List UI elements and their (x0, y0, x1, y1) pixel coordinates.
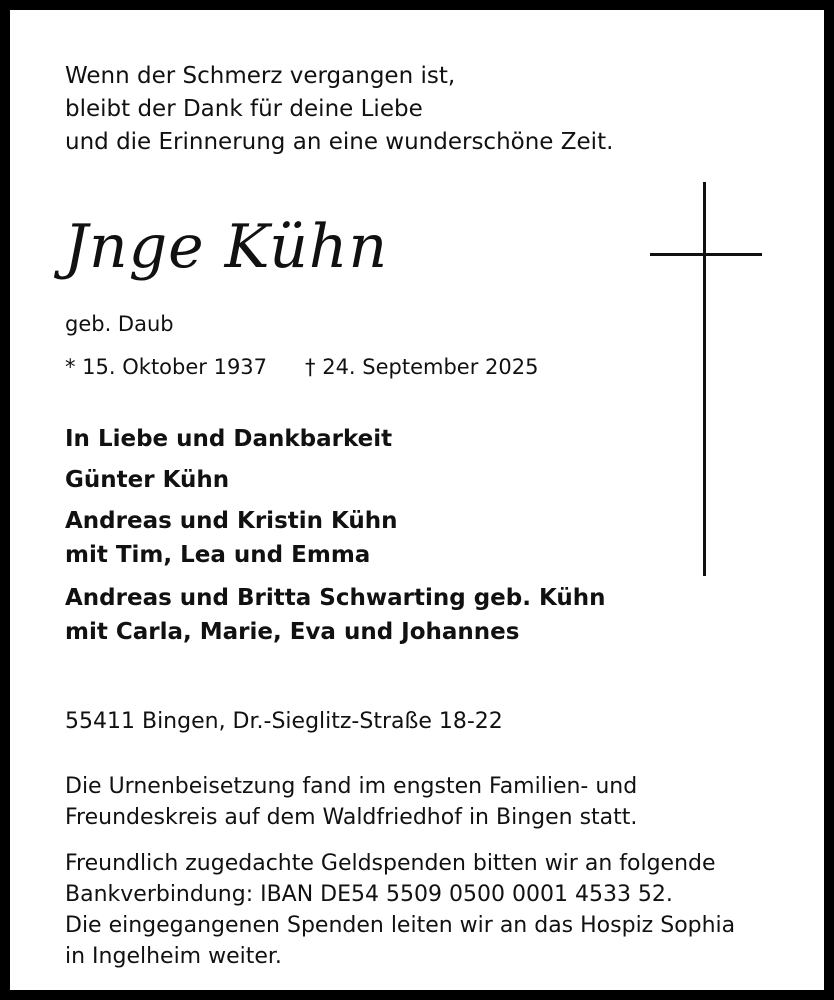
donation-line: Freundlich zugedachte Geldspenden bitten wir an folgende (65, 851, 716, 876)
memorial-quote (65, 60, 613, 159)
death-date: † 24. September 2025 (305, 355, 539, 379)
donation-info (65, 848, 735, 972)
burial-info (65, 771, 637, 833)
cross-horizontal-bar (650, 253, 762, 256)
quote-line: und die Erinnerung an eine wunderschöne Zeit. (65, 129, 614, 155)
donation-line: Bankverbindung: IBAN DE54 5509 0500 0001 4533 52. (65, 882, 673, 907)
birth-date: * 15. Oktober 1937 (65, 355, 268, 379)
burial-line: Freundeskreis auf dem Waldfriedhof in Bingen statt. (65, 805, 638, 830)
mourner-group (65, 463, 229, 497)
quote-line: bleibt der Dank für deine Liebe (65, 96, 423, 122)
mourner-group (65, 422, 392, 456)
mourner-line: Andreas und Kristin Kühn (65, 508, 398, 534)
life-dates (65, 352, 538, 382)
deceased-name: Jnge Kühn (64, 212, 389, 282)
maiden-name: geb. Daub (65, 312, 174, 336)
mourner-group (65, 504, 398, 572)
mourner-line: mit Tim, Lea und Emma (65, 542, 371, 568)
family-address: 55411 Bingen, Dr.-Sieglitz-Straße 18-22 (65, 709, 503, 734)
mourner-line: mit Carla, Marie, Eva und Johannes (65, 619, 520, 645)
donation-line: in Ingelheim weiter. (65, 944, 282, 969)
mourner-line: In Liebe und Dankbarkeit (65, 426, 393, 452)
mourner-line: Andreas und Britta Schwarting geb. Kühn (65, 585, 606, 611)
burial-line: Die Urnenbeisetzung fand im engsten Familien- und (65, 774, 638, 799)
mourner-line: Günter Kühn (65, 467, 230, 493)
cross-vertical-bar (703, 182, 706, 576)
mourner-group (65, 581, 606, 649)
donation-line: Die eingegangenen Spenden leiten wir an das Hospiz Sophia (65, 913, 736, 938)
quote-line: Wenn der Schmerz vergangen ist, (65, 63, 456, 89)
